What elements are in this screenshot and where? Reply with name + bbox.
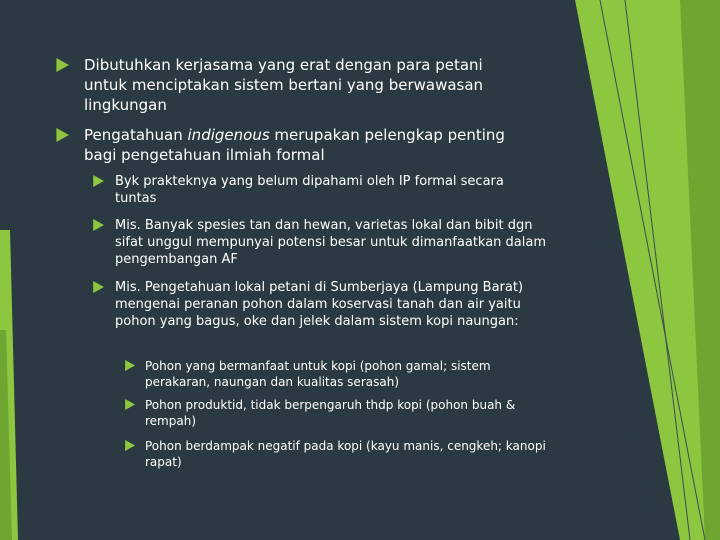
sub-bullet-item [92,279,552,330]
sub-sub-bullet-text: Pohon produktid, tidak berpengaruh thdp kopi (pohon buah & rempah) [145,398,516,428]
sub-bullet-text: Mis. Banyak spesies tan dan hewan, varietas lokal dan bibit dgn sifat unggul mempunyai potensi besar untuk dimanfaatkan dalam pengembangan AF [115,218,547,267]
sub-bullet-item [92,173,547,207]
triangle-right-icon [124,360,135,371]
sub-sub-bullet-item [124,358,554,390]
sub-sub-bullet-text: Pohon yang bermanfaat untuk kopi (pohon gamal; sistem perakaran, naungan dan kualitas serasah) [145,359,491,389]
triangle-right-icon [55,128,69,142]
sub-sub-bullet-text: Pohon berdampak negatif pada kopi (kayu manis, cengkeh; kanopi rapat) [145,439,546,469]
sub-sub-bullet-item [124,397,554,429]
bullet-item [55,55,525,115]
triangle-right-icon [92,281,104,293]
sub-bullet-text: Mis. Pengetahuan lokal petani di Sumberjaya (Lampung Barat) mengenai peranan pohon dalam koservasi tanah dan air yaitu pohon yang bagus, oke dan jelek dalam sistem kopi naungan: [115,280,524,329]
sub-bullet-item [92,217,552,268]
bullet-item [55,125,535,165]
triangle-right-icon [124,399,135,410]
triangle-right-icon [55,58,69,72]
bullet-text: Pengatahuan indigenous merupakan pelengkap penting bagi pengetahuan ilmiah formal [84,126,505,164]
triangle-right-icon [92,219,104,231]
triangle-right-icon [92,175,104,187]
triangle-right-icon [124,440,135,451]
bullet-text: Dibutuhkan kerjasama yang erat dengan para petani untuk menciptakan sistem bertani yang berwawasan lingkungan [84,56,484,114]
italic-term: indigenous [187,126,270,144]
sub-bullet-text: Byk prakteknya yang belum dipahami oleh IP formal secara tuntas [115,174,504,206]
sub-sub-bullet-item [124,438,554,470]
